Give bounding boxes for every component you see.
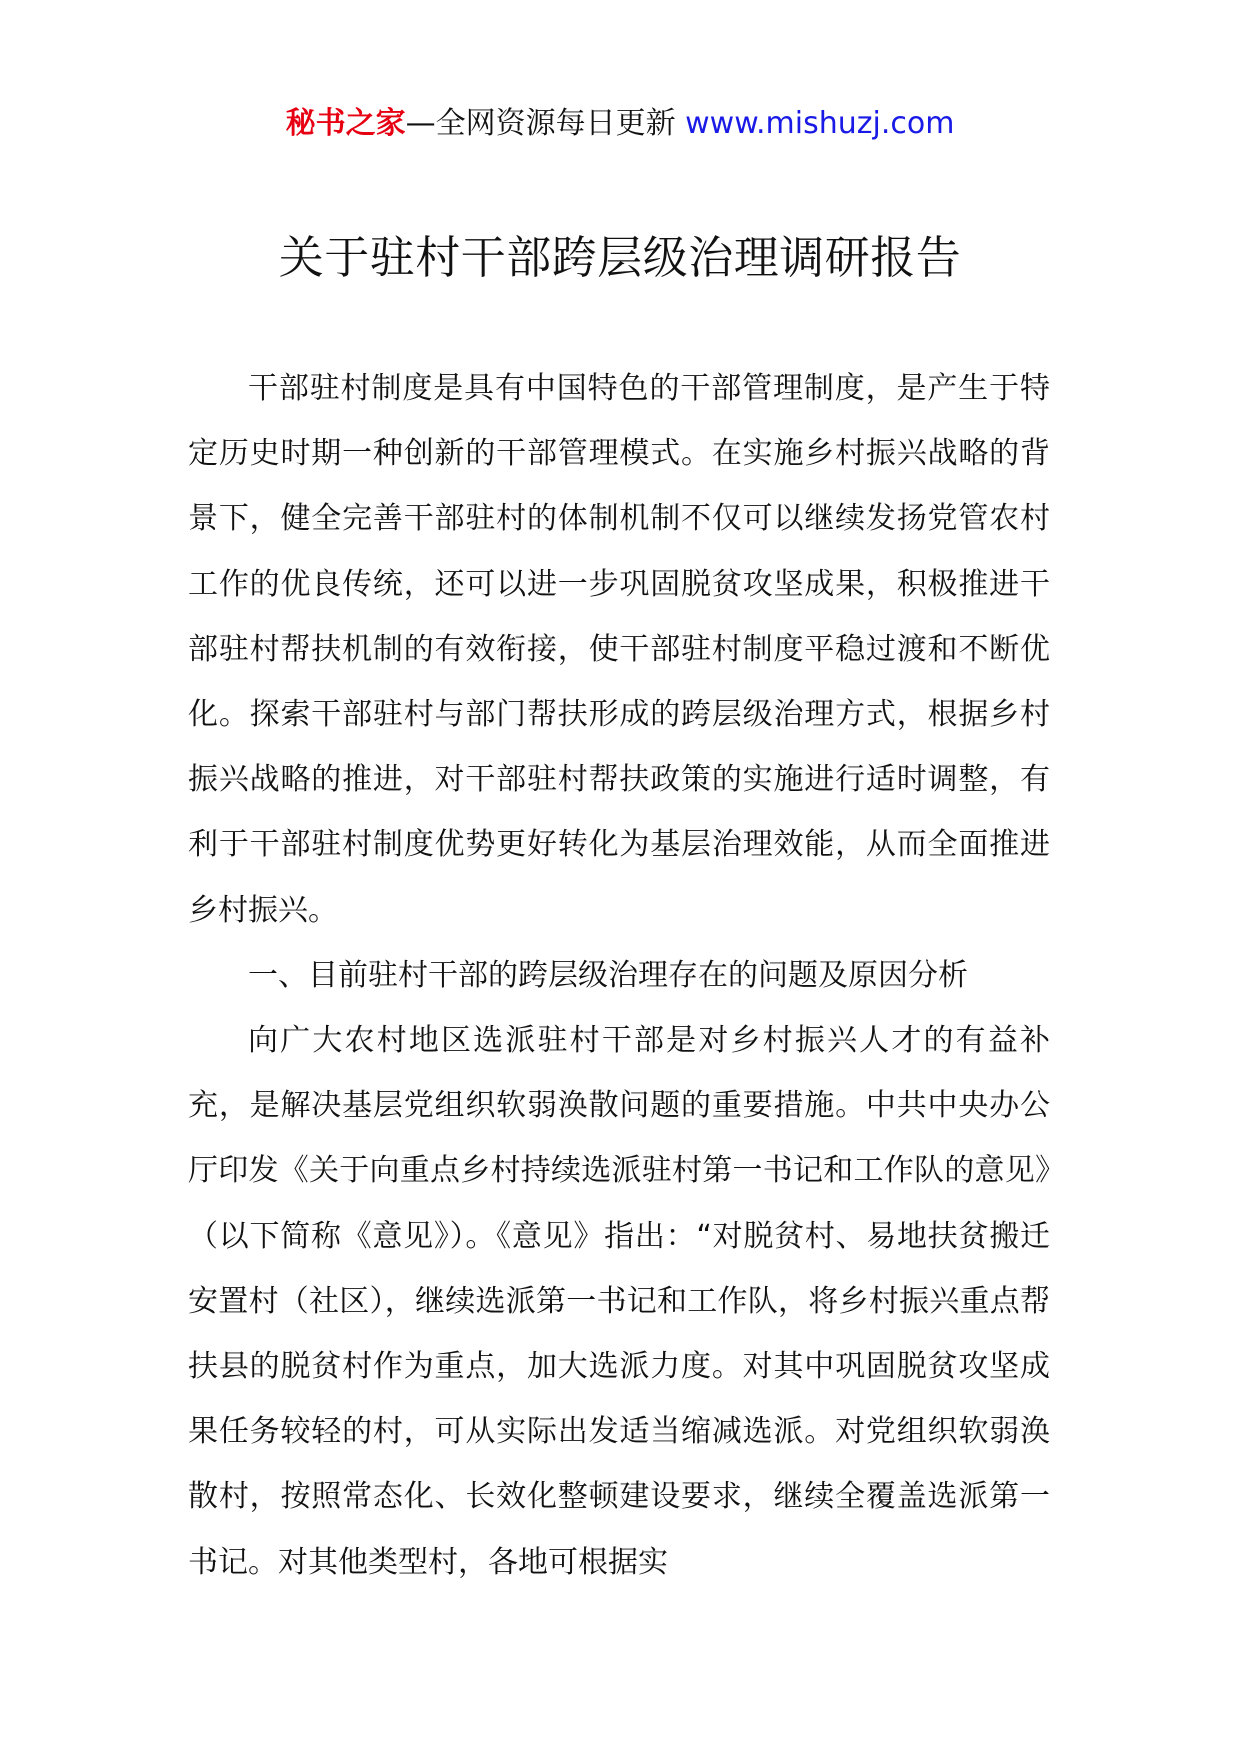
site-header [0, 104, 1240, 144]
brand-name: 秘书之家 [285, 106, 406, 141]
document-body [188, 356, 1050, 1595]
paragraph-section-1: 向广大农村地区选派驻村干部是对乡村振兴人才的有益补充，是解决基层党组织软弱涣散问题的重要措施。中共中央办公厅印发《关于向重点乡村持续选派驻村第一书记和工作队的意见》（以下简称《意见》）。《意见》指出：“对脱贫村、易地扶贫搬迁安置村（社区），继续选派第一书记和工作队，将乡村振兴重点帮扶县的脱贫村作为重点，加大选派力度。对其中巩固脱贫攻坚成果任务较轻的村，可从实际出发适当缩减选派。对党组织软弱涣散村，按照常态化、长效化整顿建设要求，继续全覆盖选派第一书记。对其他类型村，各地可根据实 [188, 1023, 1050, 1580]
header-tagline: —全网资源每日更新 [405, 106, 686, 141]
section-heading-1: 一、目前驻村干部的跨层级治理存在的问题及原因分析 [248, 957, 968, 993]
paragraph-intro: 干部驻村制度是具有中国特色的干部管理制度，是产生于特定历史时期一种创新的干部管理模式。在实施乡村振兴战略的背景下，健全完善干部驻村的体制机制不仅可以继续发扬党管农村工作的优良传统，还可以进一步巩固脱贫攻坚成果，积极推进干部驻村帮扶机制的有效衔接，使干部驻村制度平稳过渡和不断优化。探索干部驻村与部门帮扶形成的跨层级治理方式，根据乡村振兴战略的推进，对干部驻村帮扶政策的实施进行适时调整，有利于干部驻村制度优势更好转化为基层治理效能，从而全面推进乡村振兴。 [188, 371, 1050, 928]
site-url-link[interactable]: www.mishuzj.com [685, 106, 955, 141]
document-title: 关于驻村干部跨层级治理调研报告 [278, 231, 962, 284]
